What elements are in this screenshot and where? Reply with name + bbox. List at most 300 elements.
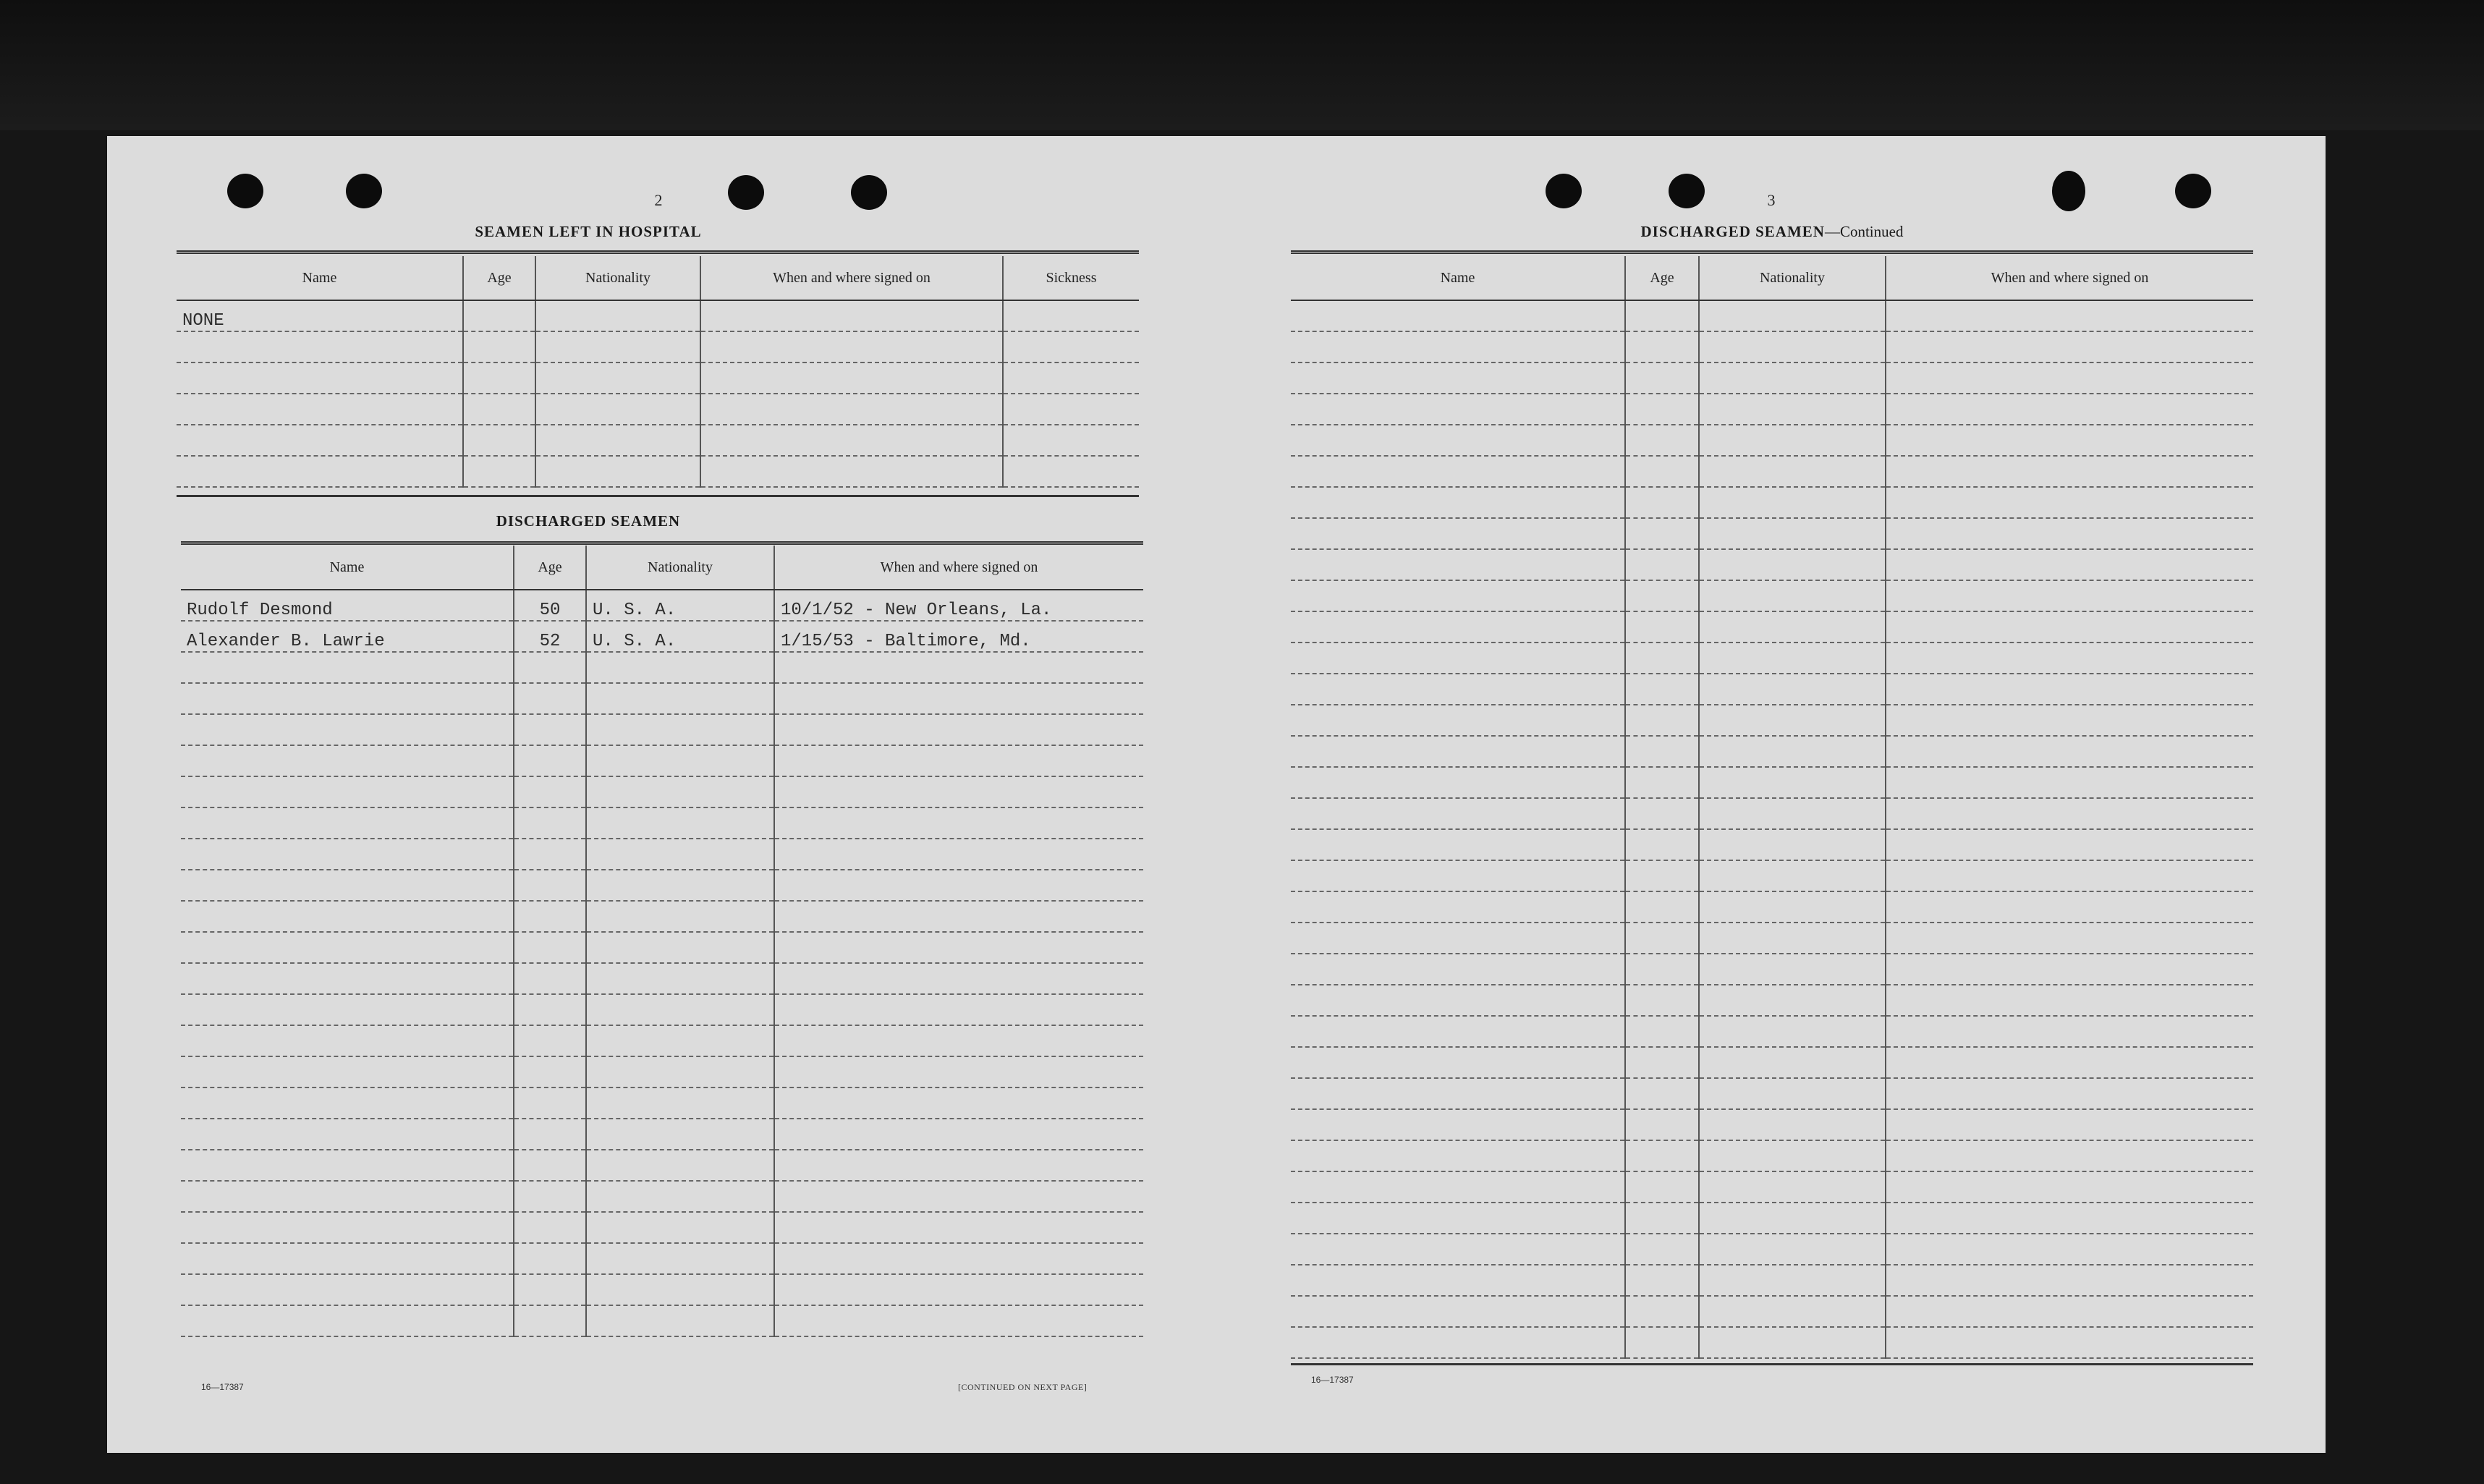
table-cell	[1291, 549, 1625, 580]
table-cell	[586, 1119, 774, 1150]
table-cell	[586, 714, 774, 745]
column-header: Nationality	[535, 256, 700, 300]
table-cell	[1886, 736, 2253, 767]
table-cell	[700, 331, 1003, 362]
table-row	[177, 300, 1139, 331]
table-cell	[181, 807, 514, 839]
table-cell	[514, 994, 586, 1025]
table-cell	[1886, 798, 2253, 829]
table-row	[181, 590, 1143, 621]
table-row	[181, 994, 1143, 1025]
table-cell	[514, 1305, 586, 1336]
table-cell	[1699, 1047, 1886, 1078]
table-row	[181, 963, 1143, 994]
table-row	[1291, 487, 2253, 518]
table-cell	[181, 683, 514, 714]
table-cell	[1291, 1140, 1625, 1171]
table-row	[181, 683, 1143, 714]
table-cell	[1625, 767, 1699, 798]
table-cell	[774, 1025, 1143, 1056]
table-cell	[1625, 1078, 1699, 1109]
table-row	[1291, 985, 2253, 1016]
table-cell	[774, 1056, 1143, 1087]
table-cell	[177, 331, 463, 362]
table-row	[177, 425, 1139, 456]
column-header: Sickness	[1003, 256, 1139, 300]
table-row	[181, 870, 1143, 901]
table-cell	[514, 932, 586, 963]
table-row	[181, 1305, 1143, 1336]
table-cell	[1886, 1265, 2253, 1296]
column-header: When and where signed on	[700, 256, 1003, 300]
table-cell	[181, 1305, 514, 1336]
table-cell	[1699, 1140, 1886, 1171]
table-row	[181, 776, 1143, 807]
table-cell	[1625, 611, 1699, 643]
table-cell	[1699, 1265, 1886, 1296]
table-cell	[1625, 1265, 1699, 1296]
table-cell	[1625, 736, 1699, 767]
table-cell	[1699, 1078, 1886, 1109]
punch-hole-icon	[2052, 171, 2085, 211]
table-cell	[586, 1243, 774, 1274]
table-cell	[1291, 1016, 1625, 1047]
table-cell	[1699, 580, 1886, 611]
table-cell	[774, 1243, 1143, 1274]
page-number-right: 3	[1767, 191, 1776, 209]
table-cell	[535, 394, 700, 425]
table-cell	[774, 932, 1143, 963]
table-cell	[1625, 1234, 1699, 1265]
table-cell: 10/1/52 - New Orleans, La.	[774, 590, 1143, 621]
table-cell: 50	[514, 590, 586, 621]
table-cell	[774, 839, 1143, 870]
table-cell: NONE	[177, 300, 463, 331]
table-cell	[586, 807, 774, 839]
table-row	[1291, 1327, 2253, 1358]
table-row	[1291, 1296, 2253, 1327]
table-cell	[181, 1025, 514, 1056]
table-cell: Rudolf Desmond	[181, 590, 514, 621]
table-cell	[1886, 331, 2253, 362]
table-row	[1291, 518, 2253, 549]
table-cell	[586, 932, 774, 963]
table-cell	[177, 394, 463, 425]
table-row	[181, 1212, 1143, 1243]
table-cell	[700, 456, 1003, 487]
column-header: Age	[1625, 256, 1699, 300]
table-cell	[1291, 456, 1625, 487]
table-cell	[1625, 1203, 1699, 1234]
table-cell	[1625, 331, 1699, 362]
table-cell	[1625, 549, 1699, 580]
table-cell	[181, 652, 514, 683]
table-cell	[1291, 300, 1625, 331]
table-row	[177, 331, 1139, 362]
table-cell	[463, 425, 535, 456]
table-cell	[1291, 1109, 1625, 1140]
table-cell	[1699, 1327, 1886, 1358]
table-cell	[514, 807, 586, 839]
table-row	[177, 362, 1139, 394]
table-cell	[1291, 829, 1625, 860]
table-cell	[514, 1181, 586, 1212]
table-cell	[514, 1150, 586, 1181]
table-cell	[586, 901, 774, 932]
table-row	[181, 1119, 1143, 1150]
discharged-continued-title-suffix: —Continued	[1824, 223, 1904, 240]
table-cell	[774, 683, 1143, 714]
table-cell	[1625, 705, 1699, 736]
table-cell	[586, 870, 774, 901]
table-row	[181, 714, 1143, 745]
table-cell	[1886, 829, 2253, 860]
table-cell	[514, 1243, 586, 1274]
table-cell	[1625, 985, 1699, 1016]
table-cell	[1291, 891, 1625, 923]
table-cell	[774, 1181, 1143, 1212]
column-header: Nationality	[1699, 256, 1886, 300]
table-row	[1291, 1047, 2253, 1078]
table-cell	[1699, 674, 1886, 705]
table-cell	[586, 1212, 774, 1243]
table-cell	[1291, 798, 1625, 829]
table-cell	[514, 839, 586, 870]
table-cell	[700, 394, 1003, 425]
table-cell	[1625, 891, 1699, 923]
table-row	[1291, 331, 2253, 362]
table-cell	[586, 1025, 774, 1056]
column-header: When and where signed on	[774, 546, 1143, 590]
table-cell	[1625, 1016, 1699, 1047]
table-cell	[514, 1212, 586, 1243]
table-cell	[1886, 300, 2253, 331]
table-cell	[463, 300, 535, 331]
table-cell	[774, 1150, 1143, 1181]
table-row	[1291, 425, 2253, 456]
table-cell	[1625, 580, 1699, 611]
column-header: Name	[1291, 256, 1625, 300]
table-cell	[1699, 798, 1886, 829]
table-cell	[1886, 580, 2253, 611]
table-row	[1291, 580, 2253, 611]
table-cell	[535, 331, 700, 362]
table-cell	[1699, 300, 1886, 331]
punch-hole-icon	[346, 174, 382, 208]
table-row	[1291, 1078, 2253, 1109]
table-cell	[177, 456, 463, 487]
table-cell	[1886, 1016, 2253, 1047]
table-cell	[1291, 611, 1625, 643]
table-cell	[586, 652, 774, 683]
table-cell	[1699, 736, 1886, 767]
table-cell	[1291, 362, 1625, 394]
table-cell	[586, 683, 774, 714]
table-cell	[1699, 705, 1886, 736]
table-row	[1291, 611, 2253, 643]
table-cell	[1291, 1203, 1625, 1234]
table-cell	[463, 331, 535, 362]
table-cell	[514, 652, 586, 683]
table-cell	[1886, 1234, 2253, 1265]
table-cell	[1291, 643, 1625, 674]
continued-note: [CONTINUED ON NEXT PAGE]	[958, 1382, 1088, 1392]
column-header: Nationality	[586, 546, 774, 590]
discharged-section-title: DISCHARGED SEAMEN	[496, 512, 681, 530]
table-cell	[1699, 1234, 1886, 1265]
table-cell	[514, 870, 586, 901]
table-cell	[514, 1119, 586, 1150]
table-cell	[535, 425, 700, 456]
table-row	[181, 1274, 1143, 1305]
table-row	[1291, 1234, 2253, 1265]
table-cell	[1291, 923, 1625, 954]
table-cell	[1886, 1171, 2253, 1203]
table-cell	[1625, 518, 1699, 549]
table-row	[1291, 1109, 2253, 1140]
table-cell	[1699, 767, 1886, 798]
discharged-continued-title-main: DISCHARGED SEAMEN	[1640, 223, 1825, 240]
table-cell	[1625, 829, 1699, 860]
table-cell	[1699, 860, 1886, 891]
table-cell	[1625, 1140, 1699, 1171]
table-cell	[1886, 394, 2253, 425]
column-header: Name	[177, 256, 463, 300]
table-row	[1291, 362, 2253, 394]
table-cell	[1291, 394, 1625, 425]
table-row	[181, 1150, 1143, 1181]
table-cell	[1699, 549, 1886, 580]
table-row	[1291, 954, 2253, 985]
table-cell	[1886, 1109, 2253, 1140]
table-cell	[1699, 985, 1886, 1016]
table-cell	[586, 776, 774, 807]
table-cell	[1291, 860, 1625, 891]
table-cell	[774, 807, 1143, 839]
table-row	[1291, 549, 2253, 580]
table-cell	[586, 1305, 774, 1336]
table-cell	[1699, 1203, 1886, 1234]
table-row	[181, 621, 1143, 652]
table-cell	[1003, 456, 1139, 487]
right-bottom-rule	[1291, 1363, 2253, 1365]
table-cell	[1886, 891, 2253, 923]
table-row	[1291, 674, 2253, 705]
table-cell	[1699, 954, 1886, 985]
table-cell	[181, 714, 514, 745]
table-cell	[1625, 643, 1699, 674]
table-cell	[514, 683, 586, 714]
table-cell	[463, 394, 535, 425]
table-cell	[535, 456, 700, 487]
column-header: Age	[463, 256, 535, 300]
table-cell	[181, 963, 514, 994]
table-cell	[1886, 1296, 2253, 1327]
table-cell	[1625, 1327, 1699, 1358]
table-cell	[774, 776, 1143, 807]
table-row	[181, 1243, 1143, 1274]
hospital-bottom-rule	[177, 495, 1139, 497]
table-cell	[1699, 891, 1886, 923]
table-cell	[535, 300, 700, 331]
table-cell	[514, 1025, 586, 1056]
table-cell	[181, 1274, 514, 1305]
table-cell	[1886, 954, 2253, 985]
table-cell	[1699, 611, 1886, 643]
table-cell	[1291, 1234, 1625, 1265]
column-header: When and where signed on	[1886, 256, 2253, 300]
table-cell	[177, 425, 463, 456]
table-cell	[463, 362, 535, 394]
scan-background	[0, 0, 2484, 130]
table-cell	[1291, 331, 1625, 362]
table-cell	[586, 963, 774, 994]
table-cell	[1291, 1078, 1625, 1109]
table-cell: Alexander B. Lawrie	[181, 621, 514, 652]
table-row	[1291, 1140, 2253, 1171]
table-cell	[1625, 362, 1699, 394]
table-cell	[1291, 736, 1625, 767]
table-cell	[181, 901, 514, 932]
table-cell	[181, 1212, 514, 1243]
table-cell	[1291, 767, 1625, 798]
table-cell	[1699, 1171, 1886, 1203]
table-cell	[463, 456, 535, 487]
table-cell	[1625, 487, 1699, 518]
right-top-rule	[1291, 250, 2253, 254]
table-cell	[774, 652, 1143, 683]
table-cell	[774, 1212, 1143, 1243]
table-cell	[181, 1243, 514, 1274]
table-cell	[1625, 1047, 1699, 1078]
table-row	[1291, 923, 2253, 954]
table-cell	[586, 1274, 774, 1305]
table-cell	[181, 932, 514, 963]
table-cell	[1291, 674, 1625, 705]
table-row	[177, 456, 1139, 487]
table-cell	[1886, 643, 2253, 674]
table-cell	[1886, 362, 2253, 394]
table-row	[1291, 300, 2253, 331]
table-cell	[1886, 518, 2253, 549]
discharged-table	[181, 546, 1143, 1337]
discharged-continued-title	[1291, 223, 2253, 241]
table-row	[1291, 860, 2253, 891]
discharged-header-row	[181, 546, 1143, 590]
table-row	[181, 901, 1143, 932]
table-cell	[586, 745, 774, 776]
table-cell	[1625, 674, 1699, 705]
table-cell	[1886, 1203, 2253, 1234]
table-cell	[181, 870, 514, 901]
table-cell	[1886, 487, 2253, 518]
table-cell	[1886, 425, 2253, 456]
table-cell	[1291, 985, 1625, 1016]
table-cell	[1291, 705, 1625, 736]
table-cell: U. S. A.	[586, 590, 774, 621]
table-row	[1291, 456, 2253, 487]
table-cell	[700, 300, 1003, 331]
table-cell	[586, 1181, 774, 1212]
table-cell	[700, 425, 1003, 456]
table-cell	[1699, 518, 1886, 549]
table-cell	[1625, 425, 1699, 456]
table-cell	[514, 1274, 586, 1305]
table-cell	[1886, 985, 2253, 1016]
table-row	[1291, 1265, 2253, 1296]
table-cell	[514, 963, 586, 994]
table-cell	[774, 1274, 1143, 1305]
table-cell	[1625, 300, 1699, 331]
table-cell	[1625, 394, 1699, 425]
table-cell	[514, 1056, 586, 1087]
form-number-left: 16—17387	[201, 1382, 244, 1392]
table-cell	[181, 994, 514, 1025]
table-row	[1291, 829, 2253, 860]
table-cell	[535, 362, 700, 394]
table-cell	[514, 776, 586, 807]
table-cell	[774, 963, 1143, 994]
table-cell: 1/15/53 - Baltimore, Md.	[774, 621, 1143, 652]
table-row	[1291, 1203, 2253, 1234]
table-cell	[1886, 1327, 2253, 1358]
table-cell	[1699, 1016, 1886, 1047]
table-cell	[774, 994, 1143, 1025]
table-cell	[181, 1119, 514, 1150]
table-cell	[1886, 1047, 2253, 1078]
table-cell	[1291, 1327, 1625, 1358]
table-row	[1291, 767, 2253, 798]
table-cell	[774, 1305, 1143, 1336]
table-cell	[1699, 643, 1886, 674]
table-cell	[1886, 674, 2253, 705]
table-cell	[1003, 425, 1139, 456]
table-cell	[1625, 456, 1699, 487]
table-cell	[1291, 954, 1625, 985]
table-cell	[700, 362, 1003, 394]
table-cell	[1291, 1296, 1625, 1327]
table-cell	[181, 1150, 514, 1181]
table-cell	[181, 1087, 514, 1119]
table-cell	[1699, 394, 1886, 425]
table-cell	[1886, 860, 2253, 891]
table-cell	[1625, 798, 1699, 829]
table-row	[181, 745, 1143, 776]
table-cell	[586, 1150, 774, 1181]
table-cell	[1625, 1171, 1699, 1203]
table-row	[1291, 1171, 2253, 1203]
table-row	[1291, 736, 2253, 767]
page-number-left: 2	[654, 191, 663, 209]
table-row	[181, 839, 1143, 870]
discharged-top-rule	[181, 541, 1143, 545]
table-cell: 52	[514, 621, 586, 652]
table-cell	[181, 1056, 514, 1087]
table-row	[1291, 394, 2253, 425]
punch-hole-icon	[728, 175, 764, 210]
table-row	[181, 1181, 1143, 1212]
ledger-sheet	[107, 136, 2326, 1453]
table-row	[1291, 643, 2253, 674]
table-row	[181, 1025, 1143, 1056]
table-cell	[1291, 518, 1625, 549]
table-cell	[514, 1087, 586, 1119]
table-row	[1291, 705, 2253, 736]
table-cell	[1699, 487, 1886, 518]
table-cell	[586, 1056, 774, 1087]
table-row	[1291, 798, 2253, 829]
table-cell	[1886, 767, 2253, 798]
